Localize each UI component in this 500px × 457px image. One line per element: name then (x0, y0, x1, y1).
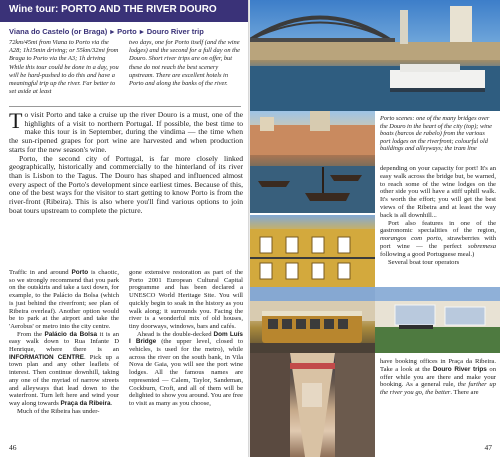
intro-advice: While this tour could be done in a day, you will be hard-pushed to do this and have a meaningful trip up the river. Far better to set aside at least (9, 63, 119, 96)
lead-paragraph-1: o visit Porto and take a cruise up the river Douro is a must, one of the highlights of a visit to northern Portugal. If possible, the best time to make this tour is in September, during the vindima — the time when the sun-ripened grapes for port wine are harvested and when production starts for the new season's wine. (9, 110, 243, 154)
text-run: Port also features in one of the gastronomic specialities of the region, (380, 219, 496, 235)
text-run: Traffic in and around (9, 269, 72, 276)
text-run: From the (17, 330, 45, 338)
route-arrow-icon: ▸ (139, 27, 144, 36)
text-run: . (110, 399, 113, 407)
balconies-photo (375, 287, 500, 353)
body-column-2 (129, 269, 243, 408)
lead-paragraph-2: Porto, the second city of Portugal, is far more closely linked geographically, historically and commercially to the hinterland of its river than is Lisbon to the Tagus. The Douro has shaped and influenced almost every aspect of the Porto's development since earliest times. Because of this, one of the best ways for the visitor to start getting to know Porto is from the river-front (Ribeira). This is also where you'll find various options to join boat tours upstream to complete the picture. (9, 153, 243, 215)
place-name: Dom Luís I Bridge (129, 330, 243, 346)
body-column-1 (9, 269, 119, 415)
intro-column-1 (9, 39, 119, 96)
text-run: . Pick up a town plan and any other leaflets of interest. Then continue downhill, taking any one of the myriad of narrow streets and alleyways that lead down to the waterfront. Turn left here and wind your way along towards (9, 353, 119, 407)
text-run: on offer while you are there and make your booking. As a general rule, (380, 365, 496, 389)
wine-boats-photo (250, 111, 375, 213)
text-run: sobremesa (468, 242, 496, 250)
tour-title: Wine tour: PORTO AND THE RIVER DOURO (9, 4, 217, 15)
divider (9, 106, 241, 107)
right-column-text (380, 165, 496, 266)
text-run: Several boat tour operators (388, 258, 460, 266)
left-page (0, 0, 248, 457)
text-run: (the upper level, closed to vehicles, is used for the metro), while across the river on the south bank, in Vila Nova de Gaia, you will see the port wine lodges. All the famous names are represented — Calem, Taylor, Sandeman, Cockburn, Croft, and all of them will be delighted to show you around. You are free to visit as many as you choose, (129, 338, 243, 407)
info-centre-label: INFORMATION CENTRE (9, 353, 85, 361)
text-run: Much of the Ribeira has under- (17, 407, 100, 415)
highlight-term: Douro River trips (432, 365, 487, 373)
page-number-left: 46 (9, 443, 17, 452)
place-name: Palácio da Bolsa (44, 330, 98, 338)
text-run: morangos com porto (380, 235, 442, 243)
lead-text (9, 108, 243, 215)
alleyway-photo (250, 353, 375, 457)
text-run: . There are (450, 389, 479, 397)
route-end: Douro River trip (146, 27, 204, 36)
text-run: it is an easy walk down to Rua Infante D Henrique, where there is an (9, 330, 119, 354)
intro-continued: two days, one for Porto itself (and the wine lodges) and the second for a full day on the Douro. Short river trips are on offer, but these do not reach the best scenery upstream. There are excellent hotels in Porto and along the banks of the river. (129, 39, 240, 88)
bridge-photo (250, 0, 500, 111)
yellow-building-photo (250, 215, 375, 287)
drop-cap: T (9, 108, 23, 133)
intro-distance: 72km/45mi from Viana to Porto via the A28; 1h15min driving; or 55km/32mi from Braga to Porto via the A3; 1h driving (9, 39, 119, 63)
text-run: gone extensive restoration as part of the Porto 2001 European Cultural Capital programme and has been declared a UNESCO World Heritage Site. You will quickly begin to soak in the history as you walk along; it surrounds you. Facing the river is a wonderful mix of old houses, tiny doorways, windows, bars and cafés. (129, 269, 243, 330)
place-name: Praça da Ribeira (60, 399, 111, 407)
right-page (250, 0, 500, 457)
place-name: Porto (71, 269, 89, 276)
route-stop: Porto (117, 27, 137, 36)
text-run: the further up the river you go, the better (380, 381, 496, 397)
route-start: Viana do Castelo (or Braga) (9, 27, 108, 36)
text-run: have booking offices in Praça da Ribeira. Take a look at the (380, 358, 496, 373)
route-arrow-icon: ▸ (110, 27, 115, 36)
title-bar (0, 0, 248, 22)
text-run: , strawberries with port wine — the perfect (380, 235, 496, 250)
photo-caption: Porto scenes: one of the many bridges over the Douro in the heart of the city (top); wine boats (barcos de rabelo) from the various port lodges on the riverfront; colourful old buildings and alleyways; the tram line (380, 115, 492, 153)
right-column-text-continued (380, 358, 496, 397)
intro-column-2 (129, 39, 241, 88)
tram-photo (250, 287, 375, 353)
text-run: Ahead is the double-decked (137, 330, 214, 338)
text-run: is chaotic, so we strongly recommend that you park on the outskirts and take a taxi down, for example, to the Palácio da Bolsa (which is just behind the riverfront; see plan of Ribeira overleaf). Another option would be to park at the airport and take the 'Aerobus' or metro into the city centre. (9, 269, 119, 330)
text-run: depending on your capacity for port! It's an easy walk across the bridge but, be warned, to reach some of the wine lodges on the other side you will have a stiff uphill walk. It's worth the effort; you will get the best views of the Ribeira and at least the way back is all downhill... (380, 165, 496, 219)
text-run: following a good Portuguese meal.) (380, 250, 475, 258)
route-subtitle (9, 27, 245, 36)
page-number-right: 47 (484, 443, 492, 452)
